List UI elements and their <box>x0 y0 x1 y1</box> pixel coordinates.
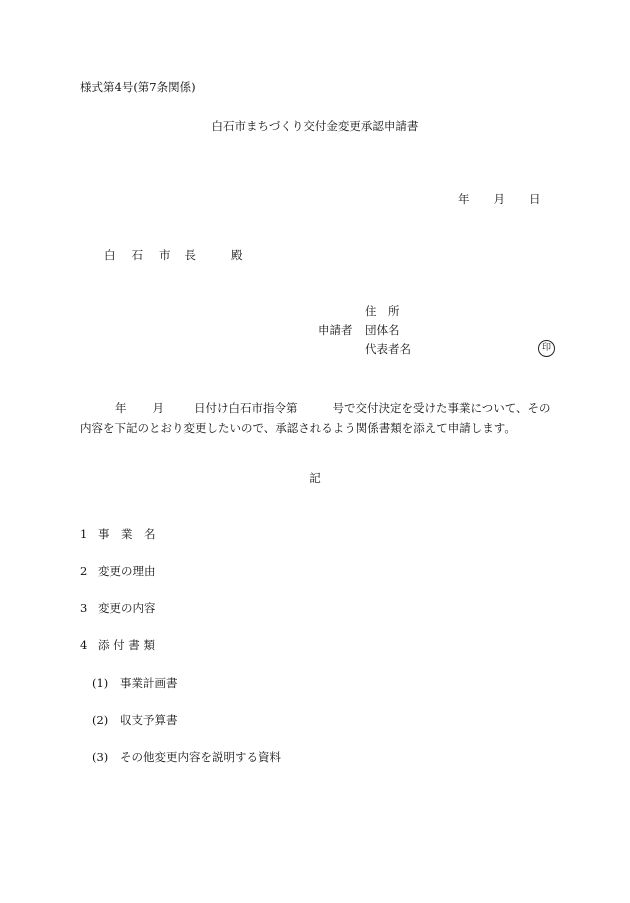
date-year-label: 年 <box>458 192 470 206</box>
attachment-label: 収支予算書 <box>120 713 178 727</box>
addressee-char: 石 <box>131 248 143 262</box>
organization-label: 団体名 <box>365 323 400 337</box>
item-number: 1 <box>80 527 88 541</box>
addressee-honorific: 殿 <box>231 248 243 262</box>
attachment-item <box>92 752 281 764</box>
body-tail: 号で交付決定を受けた事業について、その <box>332 401 551 415</box>
addressee <box>104 250 243 262</box>
body-year: 年 <box>115 401 127 415</box>
attachment-item <box>92 715 178 727</box>
list-item <box>80 529 156 541</box>
attachment-number: (1) <box>92 676 109 690</box>
document-title: 白石市まちづくり交付金変更承認申請書 <box>211 119 419 133</box>
item-label: 添 付 書 類 <box>98 638 155 652</box>
attachment-number: (2) <box>92 713 109 727</box>
item-label: 事 業 名 <box>98 527 156 541</box>
item-label: 変更の内容 <box>98 601 156 615</box>
representative-label: 代表者名 <box>365 342 411 356</box>
applicant-caption: 申請者 <box>318 323 353 337</box>
list-item <box>80 603 156 615</box>
address-label: 住 所 <box>365 304 400 318</box>
attachment-label: 事業計画書 <box>120 676 178 690</box>
addressee-char: 市 <box>159 248 171 262</box>
addressee-char: 長 <box>184 248 196 262</box>
item-number: 3 <box>80 601 88 615</box>
date-day-label: 日 <box>529 192 541 206</box>
list-item <box>80 640 155 652</box>
list-item <box>80 566 156 578</box>
date-month-label: 月 <box>493 192 505 206</box>
body-paragraph <box>80 398 550 438</box>
attachment-item <box>92 678 178 690</box>
item-number: 2 <box>80 564 88 578</box>
body-line-1 <box>80 398 550 418</box>
addressee-char: 白 <box>104 248 116 262</box>
ki-heading: 記 <box>309 471 321 485</box>
attachment-number: (3) <box>92 750 109 764</box>
item-number: 4 <box>80 638 88 652</box>
date-line <box>458 194 541 206</box>
attachment-label: その他変更内容を説明する資料 <box>120 750 281 764</box>
body-mid: 日付け白石市指令第 <box>194 401 298 415</box>
item-label: 変更の理由 <box>98 564 156 578</box>
form-number: 様式第4号(第7条関係) <box>80 80 196 94</box>
body-month: 月 <box>152 401 164 415</box>
body-line-2: 内容を下記のとおり変更したいので、承認されるよう関係書類を添えて申請します。 <box>80 421 516 435</box>
seal-mark: 印 <box>538 340 555 357</box>
